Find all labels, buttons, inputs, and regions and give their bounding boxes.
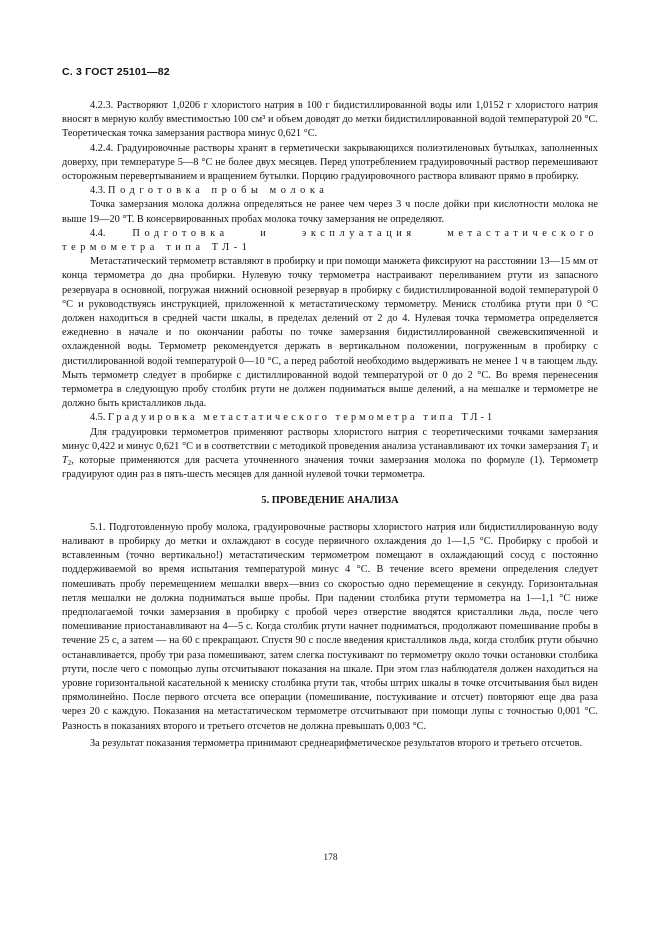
section-heading-5: 5. ПРОВЕДЕНИЕ АНАЛИЗА (261, 495, 399, 507)
subheading-4-3 (62, 184, 598, 198)
subheading-4-4 (62, 227, 598, 255)
paragraph-4-2-3: 4.2.3. Растворяют 1,0206 г хлористого натрия в 100 г бидистиллированной воды или 1,0152 г хлористого натрия вносят в мерную колбу вместимостью 100 см³ и объем доводят до метки бидистиллированной водой температурой 20 °С. Теоретическая точка замерзания раствора минус 0,621 °С. (62, 100, 598, 140)
subheading-title: Подготовка и эксплуатация метастатического термометра типа ТЛ-1 (62, 227, 599, 254)
subheading-title: Подготовка пробы молока (108, 185, 329, 197)
document-body (62, 99, 598, 751)
subheading-number: 4.5. (90, 412, 106, 424)
subheading-title: Градуировка метастатического термометра типа ТЛ-1 (108, 412, 496, 424)
var-T1: T (580, 440, 587, 452)
paragraph-result: За результат показания термометра принимают среднеарифметическое результатов второго и третьего отсчетов. (90, 737, 583, 749)
subheading-number: 4.3. (90, 185, 106, 197)
running-header: С. 3 ГОСТ 25101—82 (62, 66, 170, 78)
page-number: 178 (323, 853, 338, 863)
subheading-number: 4.4. (90, 227, 106, 239)
subheading-4-5 (62, 411, 598, 425)
paragraph-4-4: Метастатический термометр вставляют в пробирку и при помощи манжета фиксируют на расстоянии 13—15 мм от конца термометра до дна пробирки. Нулевую точку термометра настраивают переливанием ртути из запасного резервуара в основной, погружая нижний основной резервуар в пробирку с бидистиллированной водой температурой 0 °С и руководствуясь инструкцией, приложенной к метастатическому термометру. Мениск столбика ртути при 0 °С должен находиться в средней части шкалы, в пределах делений от 2 до 4. Нулевая точка термометра определяется ежедневно в начале и по окончании работы по точке замерзания бидистиллированной свежевскипяченной и охлажденной воды. Термометр рекомендуется держать в вертикальном положении, погруженным в пробирку с дистиллированной водой температурой 0—10 °С, а перед работой необходимо выдерживать не менее 1 ч в тающем льду. Мыть термометр следует в пробирке с дистиллированной водой температурой от 0 до 2 °С. Во время перенесения термометра в следующую пробу столбик ртути не должен подниматься выше делений, а на мешалке и термометре не должно быть кристалликов льда. (62, 256, 598, 410)
paragraph-4-3: Точка замерзания молока должна определяться не ранее чем через 3 ч после дойки при кислотности молока не выше 19—20 °Т. В консервированных пробах молока точку замерзания не определяют. (62, 199, 598, 225)
paragraph-5-1: 5.1. Подготовленную пробу молока, градуировочные растворы хлористого натрия или бидистиллированную воду наливают в пробирку до метки и охлаждают в сосуде первичного охлаждения до 1—1,5 °С. Пробирку с пробой и вставленным (точно вертикально!) метастатическим термометром помещают в охлаждающий сосуд с постоянно поддерживаемой во время испытания температурой минус 4 °С. В течение всего времени определения следует помешивать пробу перемещением мешалки вверх—вниз со скоростью одно перемещение в секунду. Горизонтальная петля мешалки не должна подниматься выше пробы. При падении столбика ртути термометра на 1—1,1 °С ниже предполагаемой точки замерзания в пробирку с пробой через отверстие вводятся кристаллики льда, после чего помешивание приостанавливают на 4—5 с. Когда столбик ртути начнет подниматься, продолжают помешивание пробы в течение 25 с, а затем — на 60 с прекращают. Спустя 90 с после введения кристалликов льда, когда столбик ртути обычно останавливается, пробу три раза помешивают, затем слегка постукивают по термометру около точки остановки столбика ртути, после чего с помощью лупы отсчитывают показания на шкале. При этом глаз наблюдателя должен находиться на уровне горизонтальной касательной к мениску столбика ртути так, чтобы штрих шкалы в точке отсчитывания был виден прямолинейно. После первого отсчета все операции (помешивание, постукивание и отсчет) повторяют еще два раза через 20 с каждую. Показания на метастатическом термометре отсчитывают при помощи лупы с точностью 0,001 °С. Разность в показаниях второго и третьего отсчетов не должна превышать 0,003 °С. (62, 521, 598, 732)
paragraph-4-2-4: 4.2.4. Градуировочные растворы хранят в герметически закрывающихся полиэтиленовых бутылках, заполненных доверху, при температуре 5—8 °С не более двух месяцев. Перед употреблением градуировочный раствор перемешивают осторожным перевертыванием и вращением бутылки. Порцию градуировочного раствора вливают прямо в пробирку. (62, 142, 598, 183)
paragraph-4-5: Для градуировки термометров применяют растворы хлористого натрия с теоретическими точками замерзания минус 0,422 и минус 0,621 °С и в соответствии с методикой проведения анализа устанавливают их точки замерзания $T_1$ и $T_2$, которые применяются для расчета уточненного значения точки замерзания молока по формуле (1). Термометр градуируют один раз в пять-шесть месяцев для данной нулевой точки термометра. (62, 426, 598, 481)
var-T2: T (62, 455, 68, 467)
